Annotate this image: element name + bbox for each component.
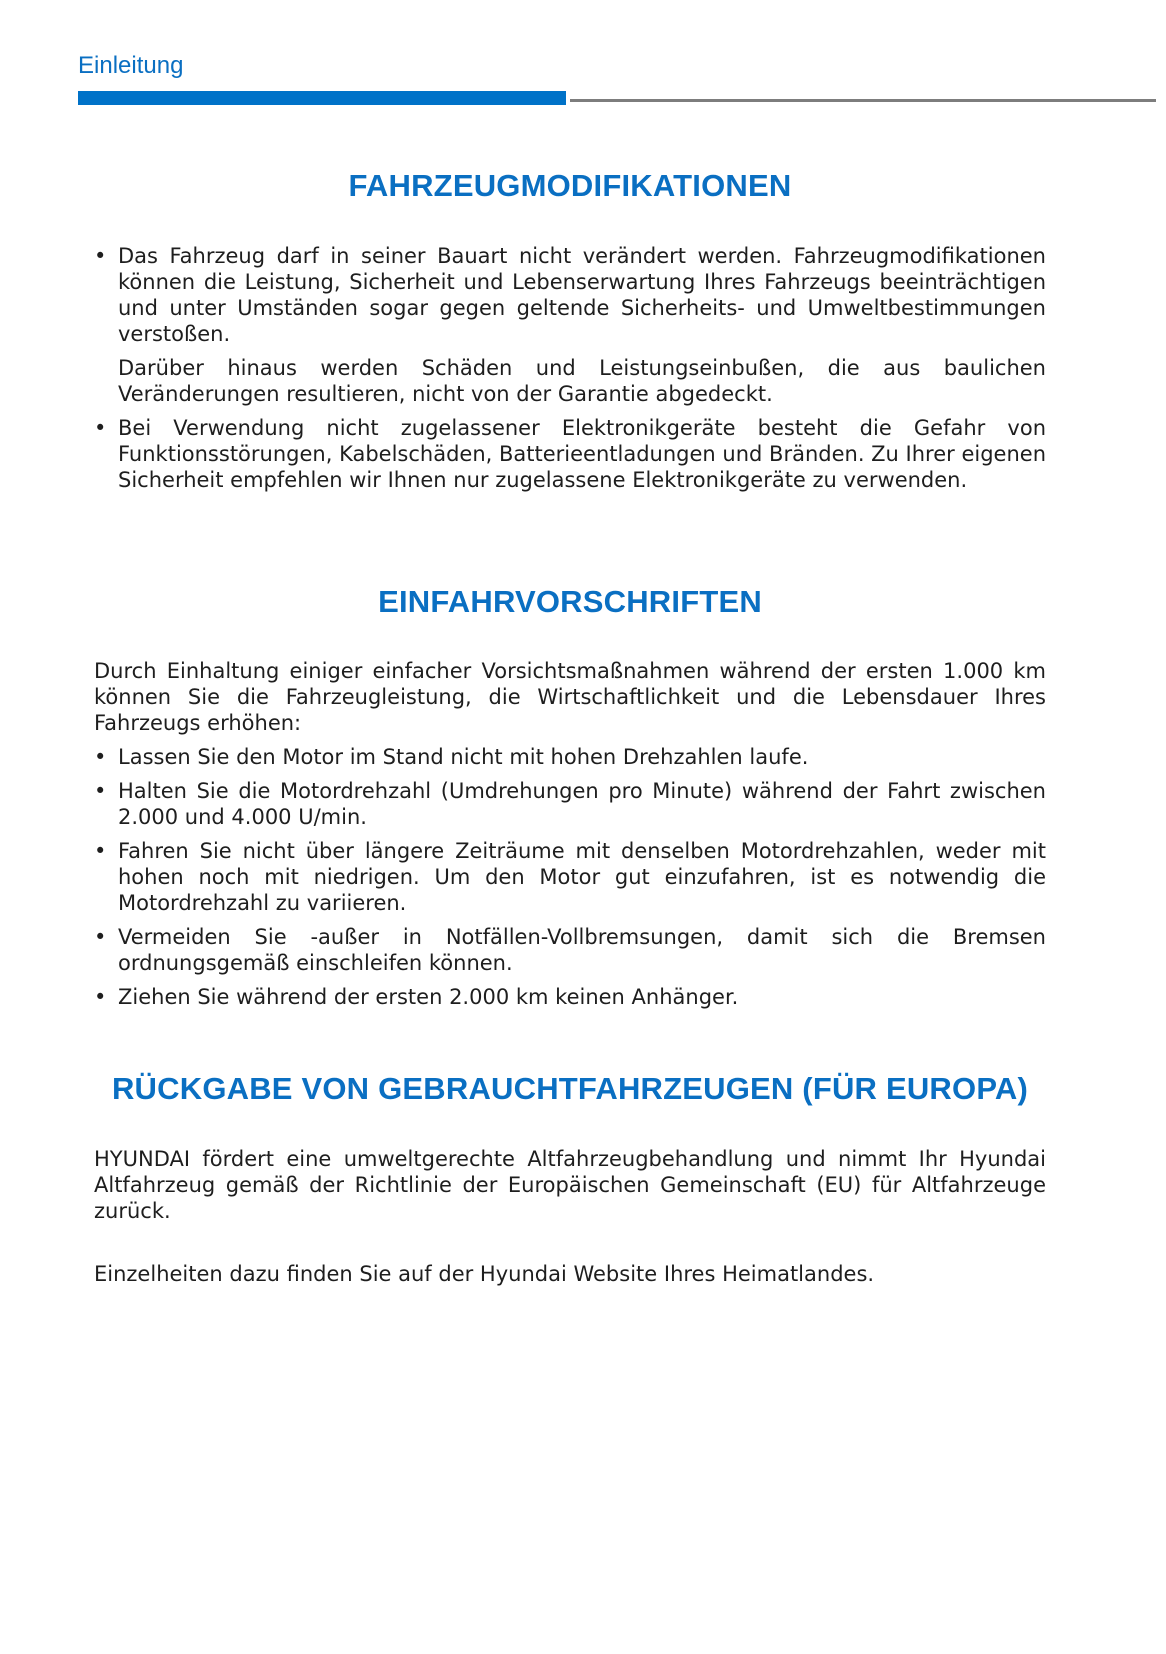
list-item xyxy=(94,243,1046,407)
list-item-subtext: Darüber hinaus werden Schäden und Leistungseinbußen, die aus baulichen Veränderungen resultieren, nicht von der Garantie abgedeckt. xyxy=(118,356,1046,406)
section-body xyxy=(94,243,1046,501)
list-item-text: Bei Verwendung nicht zugelassener Elektronikgeräte besteht die Gefahr von Funktionsstörungen, Kabelschäden, Batterieentladungen und Bränden. Zu Ihrer eigenen Sicherheit empfehlen wir Ihnen nur zugelassene Elektronikgeräte zu verwenden. xyxy=(118,416,1046,492)
paragraph: HYUNDAI fördert eine umweltgerechte Altfahrzeugbehandlung und nimmt Ihr Hyundai Altfahrzeug gemäß der Richtlinie der Europäischen Gemeinschaft (EU) für Altfahrzeuge zurück. xyxy=(94,1147,1046,1223)
list-item xyxy=(94,778,1046,830)
list-item xyxy=(94,924,1046,976)
intro-paragraph: Durch Einhaltung einiger einfacher Vorsichtsmaßnahmen während der ersten 1.000 km können Sie die Fahrzeugleistung, die Wirtschaftlichkeit und die Lebensdauer Ihres Fahrzeugs erhöhen: xyxy=(94,659,1046,735)
list-item-text: Halten Sie die Motordrehzahl (Umdrehungen pro Minute) während der Fahrt zwischen 2.000 und 4.000 U/min. xyxy=(118,779,1046,829)
bullet: • xyxy=(94,244,107,268)
section-body xyxy=(94,658,1046,1018)
bullet: • xyxy=(94,745,107,769)
bullet: • xyxy=(94,985,107,1009)
list-item xyxy=(94,984,1046,1010)
list-item xyxy=(94,838,1046,916)
section-body xyxy=(94,1146,1046,1232)
section-heading: EINFAHRVORSCHRIFTEN xyxy=(378,584,762,619)
paragraph: Einzelheiten dazu finden Sie auf der Hyundai Website Ihres Heimatlandes. xyxy=(94,1262,875,1286)
section-heading: RÜCKGABE VON GEBRAUCHTFAHRZEUGEN (FÜR EUROPA) xyxy=(111,1071,1029,1106)
list-item-text: Vermeiden Sie -außer in Notfällen-Vollbremsungen, damit sich die Bremsen ordnungsgemäß einschleifen können. xyxy=(118,925,1046,975)
list-item-text: Ziehen Sie während der ersten 2.000 km keinen Anhänger. xyxy=(118,985,739,1009)
header-accent-bar xyxy=(78,91,566,105)
list-item xyxy=(94,744,1046,770)
list-item-text: Lassen Sie den Motor im Stand nicht mit hohen Drehzahlen laufe. xyxy=(118,745,809,769)
list-item-text: Das Fahrzeug darf in seiner Bauart nicht verändert werden. Fahrzeugmodifikationen können die Leistung, Sicherheit und Lebenserwartung Ihres Fahrzeugs beeinträchtigen und unter Umständen sogar gegen geltende Sicherheits- und Umweltbestimmungen verstoßen. xyxy=(118,244,1046,346)
bullet: • xyxy=(94,779,107,803)
list-item xyxy=(94,415,1046,493)
section-body xyxy=(94,1261,1046,1295)
header-divider xyxy=(570,99,1156,102)
section-heading: FAHRZEUGMODIFIKATIONEN xyxy=(348,168,792,203)
bullet: • xyxy=(94,925,107,949)
bullet: • xyxy=(94,839,107,863)
bullet: • xyxy=(94,416,107,440)
list-item-text: Fahren Sie nicht über längere Zeiträume mit denselben Motordrehzahlen, weder mit hohen noch mit niedrigen. Um den Motor gut einzufahren, ist es notwendig die Motordrehzahl zu variieren. xyxy=(118,839,1046,915)
chapter-title: Einleitung xyxy=(78,52,184,79)
